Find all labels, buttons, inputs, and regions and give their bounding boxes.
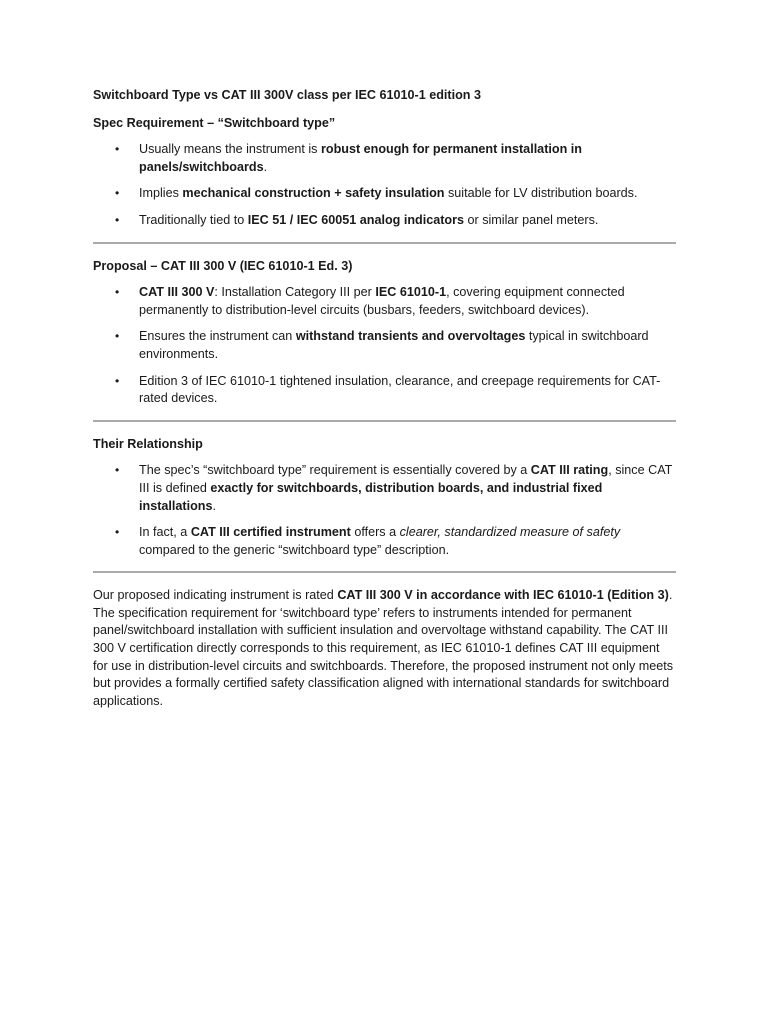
document-body bbox=[93, 87, 676, 710]
summary-paragraph: Our proposed indicating instrument is rated CAT III 300 V in accordance with IEC 61010-1 (Edition 3). The specification requirement for ‘switchboard type’ refers to instruments intended for permanent panel/switchboard installation with sufficient insulation and overvoltage withstand capability. The CAT III 300 V certification directly corresponds to this requirement, as IEC 61010-1 defines CAT III equipment for use in distribution-level circuits and switchboards. Therefore, the proposed instrument not only meets but provides a formally certified safety classification aligned with international standards for switchboard applications. bbox=[93, 588, 674, 708]
document-title: Switchboard Type vs CAT III 300V class per IEC 61010-1 edition 3 bbox=[93, 88, 481, 102]
list-item: • Ensures the instrument can withstand transients and overvoltages typical in switchboard environments. bbox=[93, 328, 676, 363]
list-item: • CAT III 300 V: Installation Category III per IEC 61010-1, covering equipment connected permanently to distribution-level circuits (busbars, feeders, switchboard devices). bbox=[93, 284, 676, 319]
section-divider bbox=[93, 242, 676, 244]
list-item: • Traditionally tied to IEC 51 / IEC 60051 analog indicators or similar panel meters. bbox=[93, 212, 676, 230]
proposal-list bbox=[93, 284, 676, 408]
list-item: • The spec’s “switchboard type” requirement is essentially covered by a CAT III rating, since CAT III is defined exactly for switchboards, distribution boards, and industrial fixed installations. bbox=[93, 462, 676, 515]
list-item: • Usually means the instrument is robust enough for permanent installation in panels/switchboards. bbox=[93, 141, 676, 176]
spec-requirement-list bbox=[93, 141, 676, 229]
section-divider bbox=[93, 571, 676, 573]
section-heading-relationship: Their Relationship bbox=[93, 436, 203, 451]
list-item: • Edition 3 of IEC 61010-1 tightened insulation, clearance, and creepage requirements for CAT-rated devices. bbox=[93, 373, 676, 408]
section-heading-proposal: Proposal – CAT III 300 V (IEC 61010-1 Ed. 3) bbox=[93, 258, 353, 273]
list-item: • In fact, a CAT III certified instrument offers a clearer, standardized measure of safety compared to the generic “switchboard type” description. bbox=[93, 524, 676, 559]
section-divider bbox=[93, 420, 676, 422]
section-heading-spec-requirement: Spec Requirement – “Switchboard type” bbox=[93, 115, 336, 130]
relationship-list bbox=[93, 462, 676, 559]
list-item: • Implies mechanical construction + safety insulation suitable for LV distribution boards. bbox=[93, 185, 676, 203]
